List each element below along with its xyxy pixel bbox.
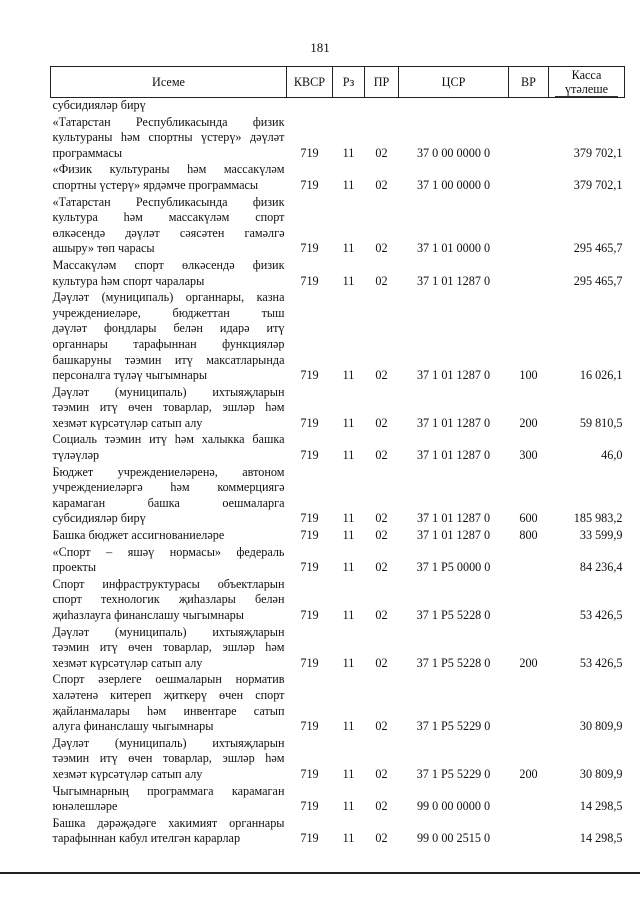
row-rz: 11 — [342, 145, 355, 160]
row-csr: 37 1 01 1287 0 — [416, 273, 491, 288]
row-rz: 11 — [342, 273, 355, 288]
row-pr: 02 — [375, 448, 388, 463]
row-rz: 11 — [342, 368, 355, 383]
row-name-line: Бюджет учреждениеләренә, автоном — [52, 464, 285, 479]
row-sum: 53 426,5 — [579, 655, 623, 670]
row-name-line: алуга финанслашу чыгымнары — [52, 719, 214, 734]
row-csr: 37 1 01 1287 0 — [416, 368, 491, 383]
row-pr: 02 — [375, 560, 388, 575]
row-rz: 11 — [342, 766, 355, 781]
row-name-line: дәүләт фондлары белән идарә итү — [52, 321, 285, 336]
row-rz: 11 — [342, 799, 355, 814]
row-sum: 59 810,5 — [579, 415, 623, 430]
row-csr: 37 1 Р5 5229 0 — [416, 766, 491, 781]
row-name — [51, 432, 287, 464]
row-vr — [509, 672, 549, 735]
row-name — [51, 258, 287, 290]
row-csr: 99 0 00 0000 0 — [416, 799, 491, 814]
row-sum: 14 298,5 — [579, 799, 623, 814]
row-kvsr: 719 — [300, 415, 319, 430]
header-name: Исеме — [51, 67, 287, 98]
row-name-line: Чыгымнарның программага карамаган — [52, 783, 285, 798]
row-name — [51, 672, 287, 735]
row-pr: 02 — [375, 145, 388, 160]
row-name-line: җайланмалары һәм инвентаре сатып — [52, 703, 285, 718]
row-csr: 37 1 Р5 5228 0 — [416, 608, 491, 622]
row-sum: 185 983,2 — [573, 511, 623, 526]
row-name — [51, 528, 287, 545]
row-name-line: өлкәсендә дәүләт сәясәтен гамәлгә — [52, 225, 285, 240]
row-name-line: персоналга түләү чыгымнары — [52, 368, 208, 383]
row-vr: 200 — [519, 766, 538, 781]
row-name-line: түләүләр — [52, 448, 100, 463]
row-kvsr: 719 — [300, 241, 319, 256]
row-name-line: Башка бюджет ассигнованиеләре — [52, 528, 225, 543]
row-name-line: тәэмин итү өчен товарлар, эшләр һәм — [52, 400, 285, 415]
table-row — [51, 115, 625, 163]
row-csr: 37 1 01 1287 0 — [416, 448, 491, 463]
header-pr: ПР — [365, 67, 399, 98]
row-rz: 11 — [342, 608, 355, 622]
table-row — [51, 195, 625, 258]
row-vr — [509, 784, 549, 816]
row-name — [51, 465, 287, 528]
row-pr: 02 — [375, 177, 388, 192]
row-csr: 37 1 01 1287 0 — [416, 511, 491, 526]
row-rz: 11 — [342, 511, 355, 526]
row-name-line: карамаган башка оешмаларга — [52, 495, 285, 510]
row-pr: 02 — [375, 719, 388, 734]
row-vr: 600 — [519, 511, 538, 526]
row-name-line: проекты — [52, 560, 97, 575]
row-name-line: культура һәм массакүләм спорт — [52, 210, 285, 225]
row-pr: 02 — [375, 273, 388, 288]
row-kvsr: 719 — [300, 608, 319, 622]
header-sum — [549, 67, 625, 98]
row-kvsr: 719 — [300, 766, 319, 781]
row-sum: 84 236,4 — [579, 560, 623, 575]
row-name-line: учреждениеләре, бюджеттан тыш — [52, 305, 285, 320]
row-kvsr: 719 — [300, 799, 319, 814]
row-name-line: хезмәт күрсәтүләр сатып алу — [52, 766, 203, 781]
row-kvsr: 719 — [300, 831, 319, 846]
budget-table — [50, 66, 625, 848]
row-sum: 295 465,7 — [573, 241, 623, 256]
row-sum: 30 809,9 — [579, 766, 623, 781]
row-csr: 37 1 Р5 5229 0 — [416, 719, 491, 734]
table-row — [51, 385, 625, 433]
row-kvsr: 719 — [300, 145, 319, 160]
table-row — [51, 784, 625, 816]
row-vr: 200 — [519, 655, 538, 670]
row-kvsr: 719 — [300, 177, 319, 192]
row-name-line: хезмәт күрсәтүләр сатып алу — [52, 415, 203, 430]
row-csr — [399, 98, 509, 115]
row-csr: 37 1 01 1287 0 — [416, 415, 491, 430]
row-rz: 11 — [342, 448, 355, 463]
row-rz: 11 — [342, 655, 355, 670]
row-sum: 379 702,1 — [573, 177, 623, 192]
row-name — [51, 545, 287, 577]
row-rz: 11 — [342, 177, 355, 192]
header-sum-line1: Касса — [571, 67, 602, 82]
page-bottom-rule — [0, 872, 640, 874]
row-name-line: җиһазлауга финанслашу чыгымнары — [52, 608, 244, 622]
row-name-line: Башка дәрәҗәдәге хакимият органнары — [52, 815, 285, 830]
row-name — [51, 625, 287, 673]
row-sum: 379 702,1 — [573, 145, 623, 160]
row-vr: 300 — [519, 448, 538, 463]
row-sum: 33 599,9 — [579, 528, 623, 543]
row-kvsr: 719 — [300, 511, 319, 526]
header-sum-line2: үтәлеше — [555, 82, 618, 97]
table-body — [51, 98, 625, 848]
row-sum: 14 298,5 — [579, 831, 623, 846]
row-name-line: тәэмин итү өчен товарлар, эшләр һәм — [52, 751, 285, 766]
row-vr — [509, 98, 549, 115]
row-rz: 11 — [342, 415, 355, 430]
row-name-line: халәтенә китереп җиткерү өчен спорт — [52, 687, 285, 702]
row-rz: 11 — [342, 831, 355, 846]
row-name — [51, 98, 287, 115]
row-name — [51, 385, 287, 433]
header-rz: Рз — [333, 67, 365, 98]
row-vr — [509, 258, 549, 290]
row-kvsr: 719 — [300, 560, 319, 575]
table-header-row — [51, 67, 625, 98]
row-name-line: спорт технологик җиһазлары белән — [52, 592, 285, 607]
row-name-line: спортны үстерү» ярдәмче программасы — [52, 177, 259, 192]
table-row — [51, 432, 625, 464]
row-name-line: Дәүләт (муниципаль) органнары, казна — [52, 290, 285, 305]
row-name — [51, 162, 287, 194]
row-rz: 11 — [342, 560, 355, 575]
row-kvsr: 719 — [300, 655, 319, 670]
row-rz: 11 — [342, 528, 355, 543]
row-rz: 11 — [342, 719, 355, 734]
table-row — [51, 465, 625, 528]
header-kvsr: КВСР — [287, 67, 333, 98]
row-pr: 02 — [375, 831, 388, 846]
row-pr: 02 — [375, 655, 388, 670]
table-row — [51, 816, 625, 848]
row-pr: 02 — [375, 415, 388, 430]
row-name-line: Дәүләт (муниципаль) ихтыяҗларын — [52, 735, 285, 750]
row-name-line: органнары тарафыннан функцияләр — [52, 336, 285, 351]
row-sum — [549, 98, 625, 115]
row-name — [51, 290, 287, 385]
row-name — [51, 577, 287, 625]
row-rz: 11 — [342, 241, 355, 256]
row-csr: 37 1 01 0000 0 — [416, 241, 491, 256]
row-name-line: Спорт инфраструктурасы объектларын — [52, 576, 285, 591]
row-name-line: ашыру» төп чарасы — [52, 241, 155, 256]
row-sum: 30 809,9 — [579, 719, 623, 734]
page-number: 181 — [310, 40, 330, 55]
header-vr: ВР — [509, 67, 549, 98]
row-vr — [509, 195, 549, 258]
row-name-line: «Татарстан Республикасында физик — [52, 114, 285, 129]
row-pr — [365, 98, 399, 115]
row-name — [51, 195, 287, 258]
table-row — [51, 545, 625, 577]
row-name-line: «Физик культураны һәм массакүләм — [52, 162, 285, 177]
row-name-line: тәэмин итү өчен товарлар, эшләр һәм — [52, 640, 285, 655]
table-row — [51, 625, 625, 673]
row-csr: 37 0 00 0000 0 — [416, 145, 491, 160]
row-csr: 37 1 01 1287 0 — [416, 528, 491, 543]
row-vr: 200 — [519, 415, 538, 430]
row-name — [51, 115, 287, 163]
row-name-line: Массакүләм спорт өлкәсендә физик — [52, 257, 285, 272]
row-pr: 02 — [375, 766, 388, 781]
row-name-line: «Спорт – яшәү нормасы» федераль — [52, 544, 285, 559]
row-csr: 37 1 00 0000 0 — [416, 177, 491, 192]
table-row — [51, 736, 625, 784]
row-name-line: башкаруны тәэмин итү максатларында — [52, 352, 285, 367]
row-pr: 02 — [375, 511, 388, 526]
row-name-line: субсидияләр бирү — [52, 511, 146, 526]
row-name-line: Дәүләт (муниципаль) ихтыяҗларын — [52, 384, 285, 399]
table-row — [51, 98, 625, 115]
row-name-line: культураны һәм спортны үстерү» дәүләт — [52, 130, 285, 145]
row-name-line: тарафыннан кабул ителгән карарлар — [52, 831, 241, 846]
table-row — [51, 577, 625, 625]
row-sum: 53 426,5 — [579, 608, 623, 622]
row-csr: 99 0 00 2515 0 — [416, 831, 491, 846]
row-name — [51, 736, 287, 784]
row-csr: 37 1 Р5 0000 0 — [416, 560, 491, 575]
row-name — [51, 816, 287, 848]
row-pr: 02 — [375, 608, 388, 622]
row-name-line: юнәлешләре — [52, 799, 118, 814]
row-name-line: культура һәм спорт чаралары — [52, 273, 205, 288]
table-row — [51, 258, 625, 290]
row-pr: 02 — [375, 528, 388, 543]
row-vr: 100 — [519, 368, 538, 383]
row-name-line: Дәүләт (муниципаль) ихтыяҗларын — [52, 624, 285, 639]
row-pr: 02 — [375, 799, 388, 814]
row-name-line: Спорт әзерлеге оешмаларын норматив — [52, 672, 285, 687]
row-sum: 46,0 — [601, 448, 623, 463]
row-kvsr — [287, 98, 333, 115]
row-name-line: хезмәт күрсәтүләр сатып алу — [52, 655, 203, 670]
row-name-line: учреждениеләргә һәм коммерциягә — [52, 480, 285, 495]
row-kvsr: 719 — [300, 448, 319, 463]
row-name-line: субсидияләр бирү — [52, 98, 146, 112]
row-vr — [509, 545, 549, 577]
row-kvsr: 719 — [300, 273, 319, 288]
row-name-line: «Татарстан Республикасында физик — [52, 194, 285, 209]
row-name — [51, 784, 287, 816]
table-row — [51, 290, 625, 385]
header-csr: ЦСР — [399, 67, 509, 98]
row-pr: 02 — [375, 368, 388, 383]
table-row — [51, 162, 625, 194]
row-kvsr: 719 — [300, 719, 319, 734]
row-rz — [333, 98, 365, 115]
row-kvsr: 719 — [300, 368, 319, 383]
row-csr: 37 1 Р5 5228 0 — [416, 655, 491, 670]
row-name-line: программасы — [52, 145, 123, 160]
row-sum: 16 026,1 — [579, 368, 623, 383]
row-vr — [509, 115, 549, 163]
row-vr — [509, 577, 549, 625]
row-vr: 800 — [519, 528, 538, 543]
table-row — [51, 528, 625, 545]
row-name-line: Социаль тәэмин итү һәм халыкка башка — [52, 432, 285, 447]
row-pr: 02 — [375, 241, 388, 256]
row-vr — [509, 162, 549, 194]
table-row — [51, 672, 625, 735]
row-sum: 295 465,7 — [573, 273, 623, 288]
row-kvsr: 719 — [300, 528, 319, 543]
row-vr — [509, 816, 549, 848]
